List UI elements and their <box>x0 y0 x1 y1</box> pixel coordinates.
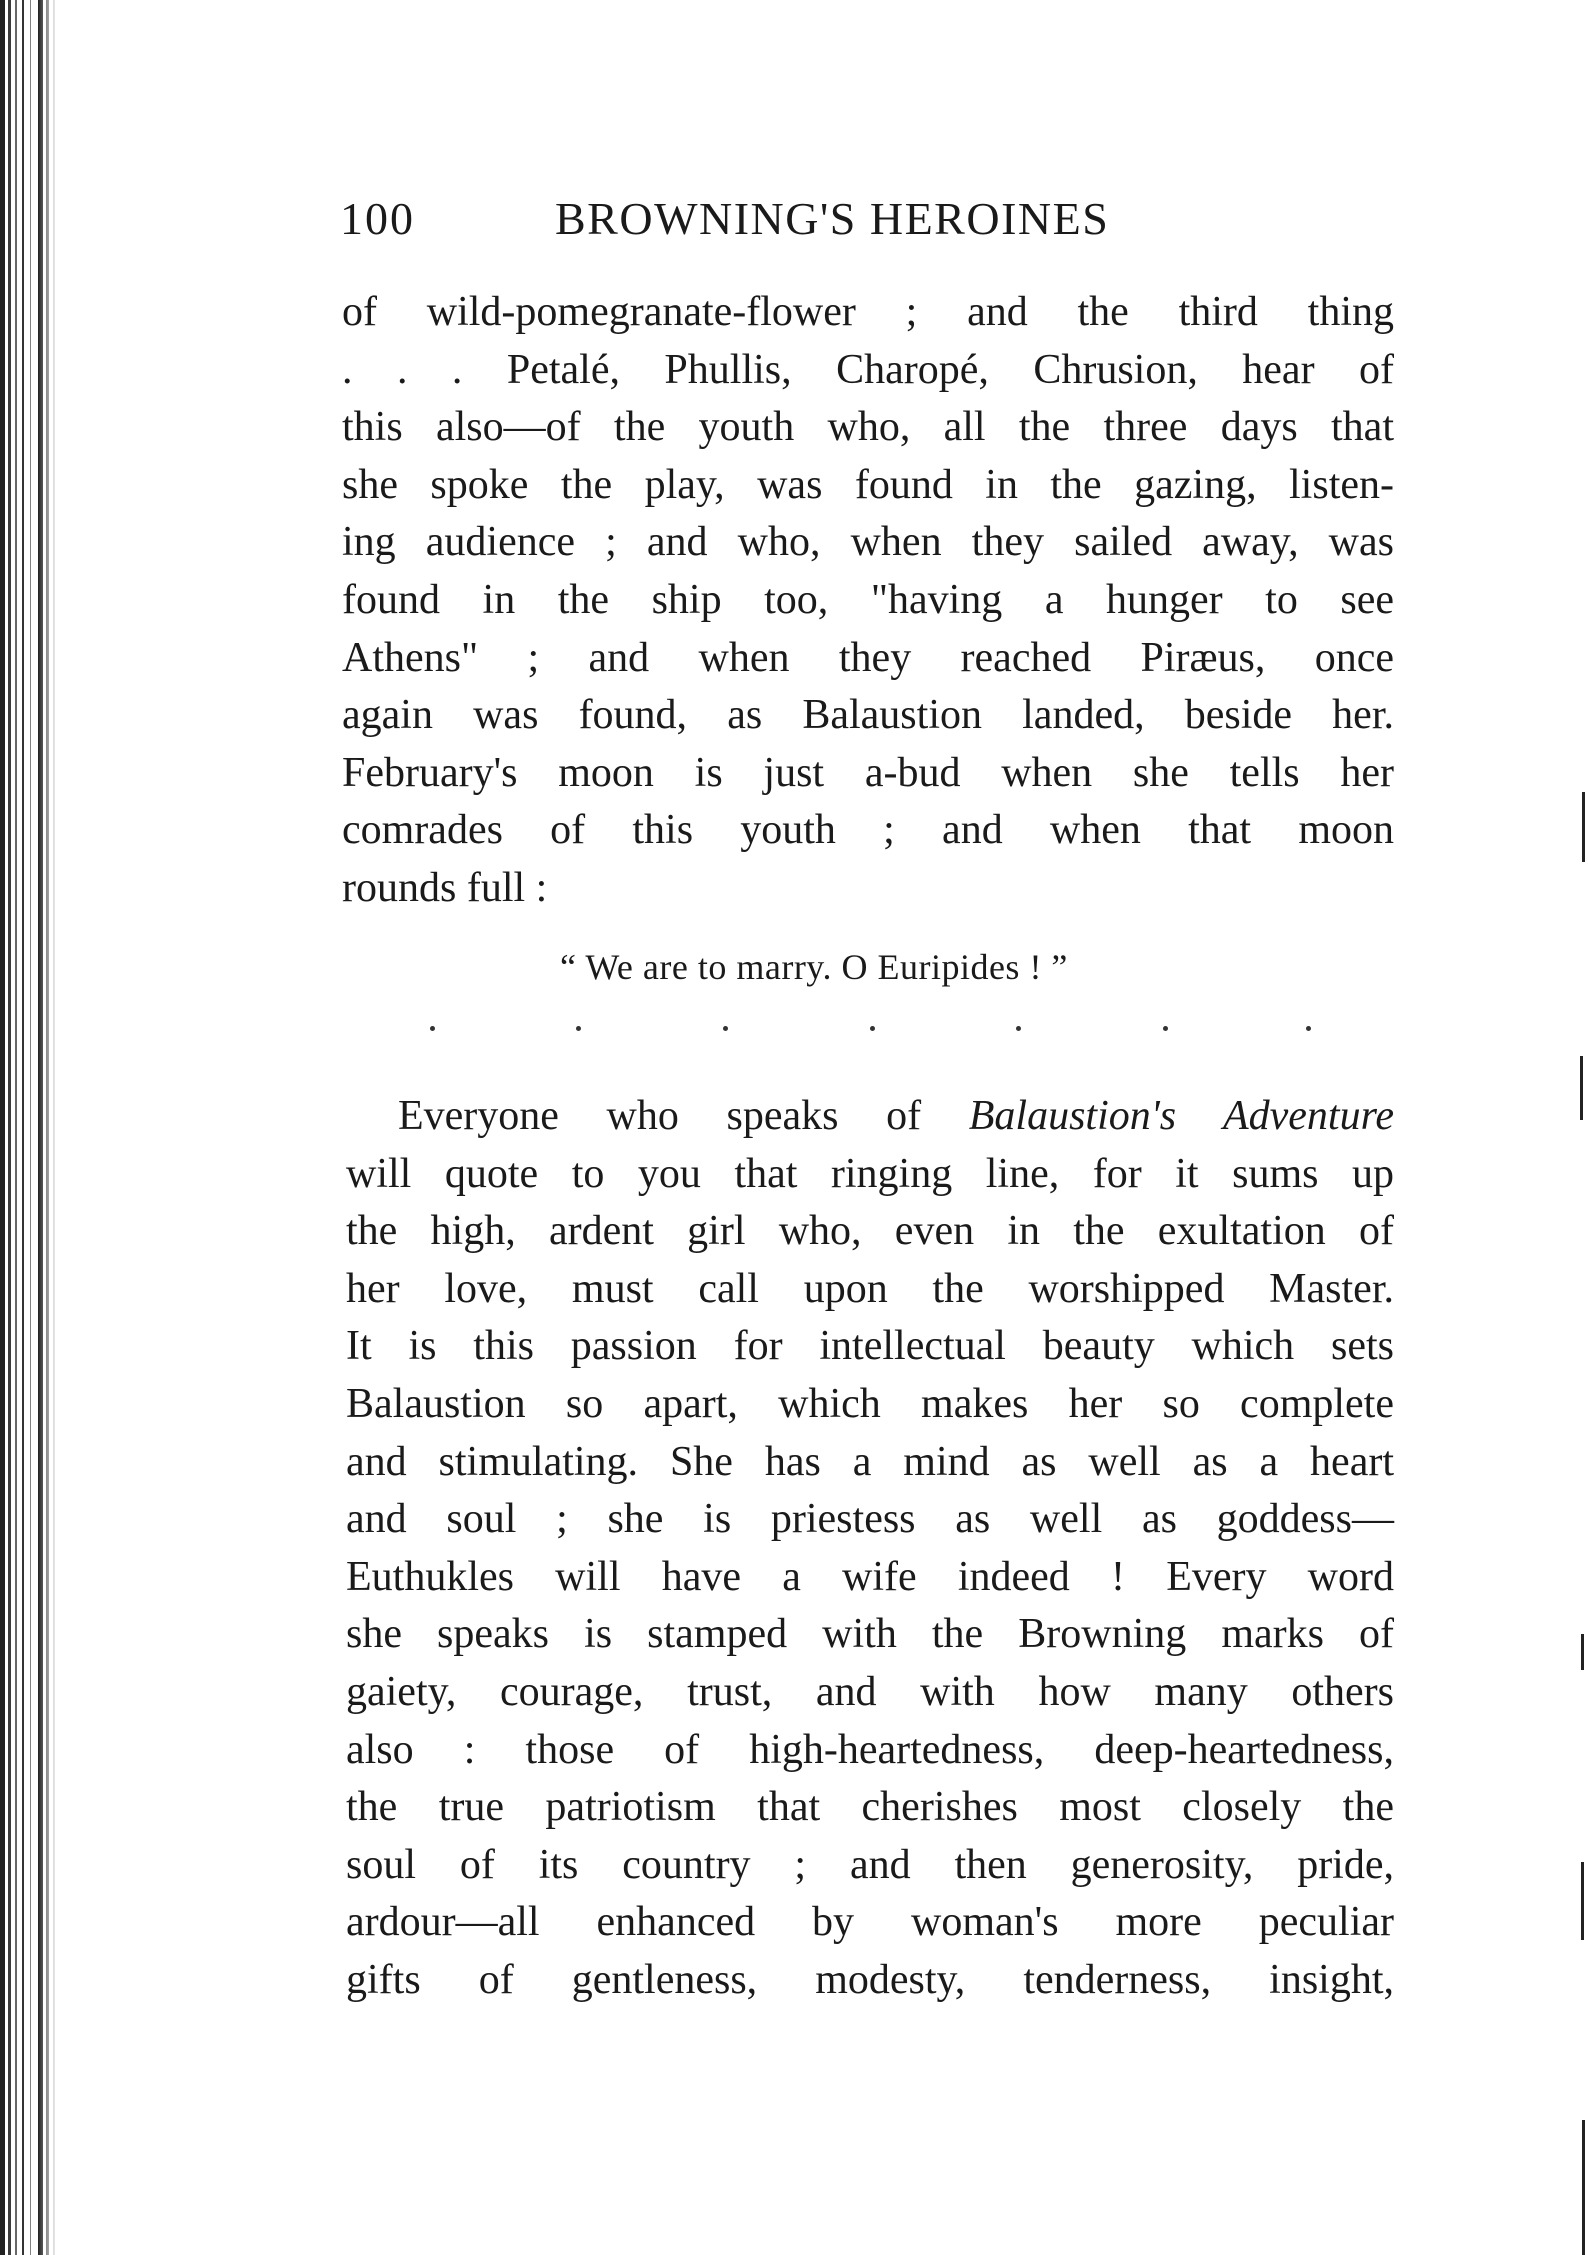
block-quote: “ We are to marry. O Euripides ! ” <box>560 947 1068 987</box>
text-line: ardour—all enhanced by woman's more peculiar <box>346 1899 1394 1946</box>
edge-mark <box>1582 2120 1585 2255</box>
text-line: also : those of high-heartedness, deep-heartedness, <box>346 1726 1394 1773</box>
text-line: will quote to you that ringing line, for it sums up <box>346 1150 1394 1197</box>
ellipsis-dot <box>870 1026 875 1031</box>
page-number: 100 <box>340 193 415 244</box>
ellipsis-dot <box>723 1026 728 1031</box>
work-title: Balaustion's Adventure <box>968 1093 1394 1139</box>
text-line: the true patriotism that cherishes most closely the <box>346 1784 1394 1831</box>
text-line: February's moon is just a-bud when she tells her <box>342 749 1394 796</box>
ellipsis-dot <box>1163 1026 1168 1031</box>
edge-mark <box>1581 1634 1584 1670</box>
text-line: Euthukles will have a wife indeed ! Every word <box>346 1553 1394 1600</box>
text-line: found in the ship too, "having a hunger to see <box>342 576 1394 623</box>
text-line: her love, must call upon the worshipped Master. <box>346 1265 1394 1312</box>
text-line: Balaustion so apart, which makes her so complete <box>346 1380 1394 1427</box>
text-line: she spoke the play, was found in the gazing, listen- <box>342 461 1394 508</box>
edge-mark <box>1582 792 1585 862</box>
book-title: BROWNING'S HEROINES <box>555 193 1110 244</box>
text-line: ing audience ; and who, when they sailed away, was <box>342 519 1394 566</box>
paragraph-2 <box>346 1088 1394 2010</box>
ellipsis-dot <box>576 1026 581 1031</box>
text-line: soul of its country ; and then generosity, pride, <box>346 1841 1394 1888</box>
ellipsis-dots <box>430 1008 1310 1048</box>
text-line: and soul ; she is priestess as well as goddess— <box>346 1496 1394 1543</box>
text-line: comrades of this youth ; and when that moon <box>342 807 1394 854</box>
text-line: gaiety, courage, trust, and with how many others <box>346 1668 1394 1715</box>
text-line: Athens" ; and when they reached Piræus, once <box>342 634 1394 681</box>
text-line: of wild-pomegranate-flower ; and the third thing <box>342 289 1394 335</box>
ellipsis-dot <box>430 1026 435 1031</box>
text-line: gifts of gentleness, modesty, tenderness, insight, <box>346 1956 1394 2003</box>
text-line: . . . Petalé, Phullis, Charopé, Chrusion, hear of <box>342 346 1394 393</box>
paragraph-2-first-line: Everyone who speaks of Balaustion's Adventure <box>398 1093 1394 1139</box>
ellipsis-dot <box>1016 1026 1021 1031</box>
text-line: again was found, as Balaustion landed, beside her. <box>342 692 1394 739</box>
text-line: this also—of the youth who, all the three days that <box>342 404 1394 451</box>
ellipsis-dot <box>1306 1026 1311 1031</box>
edge-mark <box>1581 1862 1584 1940</box>
text-line: rounds full : <box>342 864 548 911</box>
running-head <box>340 192 1400 252</box>
edge-mark <box>1580 1056 1583 1120</box>
text-line: and stimulating. She has a mind as well as a heart <box>346 1438 1394 1485</box>
text-line: she speaks is stamped with the Browning marks of <box>346 1611 1394 1658</box>
paragraph-1 <box>342 284 1394 918</box>
text-line: It is this passion for intellectual beauty which sets <box>346 1323 1394 1370</box>
text-line: the high, ardent girl who, even in the exultation of <box>346 1208 1394 1255</box>
